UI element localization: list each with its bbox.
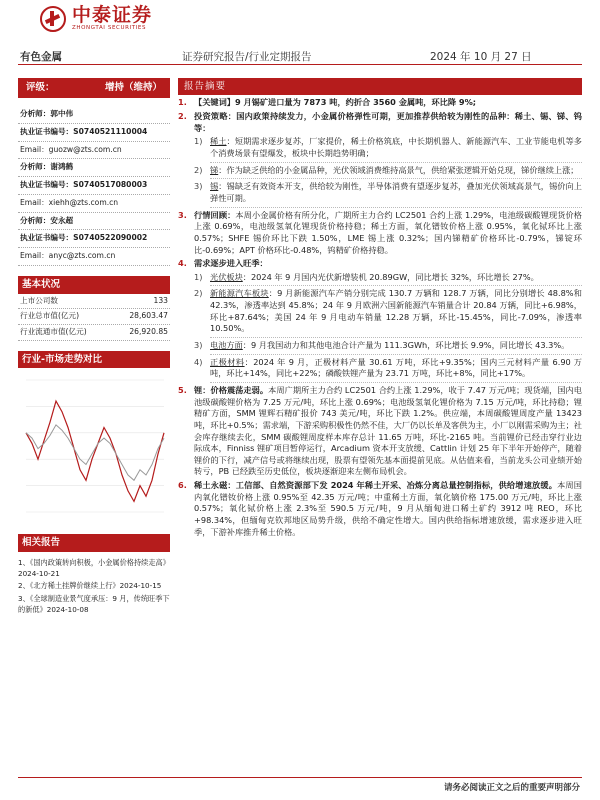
analyst-email-row: Email：xiehh@zts.com.cn	[18, 195, 170, 213]
summary-subitem: 1) 稀土：短期需求逐步复苏，厂家提价，稀土价格筑底，中长期机器人、新能源汽车、工业节能电机等多个消费场景有望爆发，板块中长期趋势明确；	[194, 136, 582, 162]
summary-section	[178, 78, 582, 538]
analyst-name: 郭中伟	[50, 109, 74, 118]
rating-value: 增持（维持）	[104, 82, 162, 93]
logo-chinese: 中泰证券	[72, 4, 153, 27]
related-item[interactable]: 2、《北方稀土挂牌价继续上行》2024-10-15	[18, 581, 162, 591]
related-list	[18, 558, 170, 616]
footer-divider	[18, 777, 582, 778]
analyst-cert: S0740521110004	[73, 126, 148, 136]
analyst-name-row: 分析师：谢鸿鹤	[18, 159, 170, 177]
analyst-name-row: 分析师：郭中伟	[18, 106, 170, 124]
stat-row: 上市公司数 133	[18, 294, 170, 310]
analyst-cert-row: 执业证书编号：S0740521110004	[18, 124, 170, 142]
company-logo	[40, 6, 152, 32]
analyst-email[interactable]: xiehh@zts.com.cn	[48, 197, 119, 207]
analyst-cert: S0740522090002	[73, 233, 148, 243]
summary-subitem: 3) 电池方面：9 月我国动力和其他电池合计产量为 111.3GWh，环比增长 9.9%，同比增长 43.3%。	[194, 340, 582, 355]
basic-info-title: 基本状况	[18, 276, 170, 293]
summary-item: 6. 稀土永磁：工信部、自然资源部下发 2024 年稀土开采、冶炼分离总量控制指标，供给增速放缓。本周国内氧化镨钕价格上涨 0.95%至 42.35 万元/吨；中重稀土方面，氧化镝价格 175.00 万元/吨，环比上涨 0.57%；氧化铽价格上涨 2.3%至 590.5 万元/吨，9 月从缅甸进口稀土矿约 3912 吨 REO，环比+98.34%，但缅甸克钦邦地区局势升级，供给不确定性增大。国内供给指标增速放缓，需求逐步进入旺季，下游补库推升稀土价格。	[178, 480, 582, 537]
stat-row: 行业流通市值(亿元) 26,920.85	[18, 325, 170, 341]
trend-title: 行业-市场走势对比	[18, 351, 170, 368]
summary-item: 1. 【关键词】9 月锡矿进口量为 7873 吨，约折合 3560 金属吨，环比降 9%;	[178, 97, 477, 108]
trend-chart	[18, 372, 170, 524]
summary-item: 4. 需求逐步进入旺季：	[178, 258, 268, 269]
analyst-cert-row: 执业证书编号：S0740517080003	[18, 177, 170, 195]
analyst-cert-row: 执业证书编号：S0740522090002	[18, 230, 170, 248]
logo-english: ZHONGTAI SECURITIES	[72, 25, 147, 32]
analyst-cert: S0740517080003	[73, 180, 148, 190]
analyst-email[interactable]: guozw@zts.com.cn	[48, 144, 122, 154]
summary-subitem: 2) 新能源汽车板块：9 月新能源汽车产销分别完成 130.7 万辆和 128.7 万辆，同比分别增长 48.8%和 42.3%，渗透率达到 45.8%；24 年 9 月欧洲六国新能源汽车销量合计 20.84 万辆，同比+6.98%，环比+87.64%；美国 24 年 9 月电动车销量 12.28 万辆，环比-15.45%，同比-7.09%，渗透率 10.50%。	[194, 288, 582, 338]
rating-bar	[18, 78, 170, 98]
summary-subitem: 2) 锑：作为缺乏供给的小金属品种，光伏领域消费维持高景气，供给紧张逻辑开始兑现，锑价继续上涨；	[194, 165, 582, 180]
summary-subitem: 3) 锡：锡缺乏有效资本开支，供给较为刚性，半导体消费有望逐步复苏，叠加光伏领域高景气，锡价向上弹性可期。	[194, 181, 582, 207]
summary-item: 5. 锂：价格震荡走弱。本周广期所主力合约 LC2501 合约上涨 1.29%，收于 7.47 万元/吨；现货端，国内电池级碳酸锂价格为 7.25 万元/吨，环比上涨 0.69%；电池级氢氧化锂价格为 7.15 万元/吨，环比持稳；锂精矿方面，SMM 锂辉石精矿报价 743 美元/吨，环比下跌 1.2%。供应端，本周碳酸锂周度产量 13423 吨，环比+0.5%；需求端，下游采购积极性仍然不佳，大厂仍以长单及客供为主，小厂以刚需采购为主；社会库存继续去化，SMM 碳酸锂周度样本库存总计 11.65 万吨，环比-2165 吨。当前锂价已经击穿行业边际成本，Finniss 锂矿项目暂停运行，Arcadium 资本开支放缓、Cattlin 计划 25 年下半年开始停产，随着锂价的下行，减产信号或将继续出现，股票有望领先基本面提前见底。从估值来看，当前龙头公司业绩开始转亏，PB 已经跌至历史低位，板块逐渐迎来左侧布局机会。	[178, 384, 582, 477]
report-type: 证券研究报告/行业定期报告	[182, 51, 312, 63]
analyst-email-row: Email：guozw@zts.com.cn	[18, 142, 170, 160]
logo-icon	[40, 6, 66, 32]
analyst-name: 谢鸿鹤	[50, 162, 74, 172]
analyst-name: 安永超	[50, 215, 74, 225]
trend-chart-svg	[18, 372, 170, 522]
footer-disclaimer: 请务必阅读正文之后的重要声明部分	[443, 782, 580, 793]
header-divider	[18, 64, 582, 65]
summary-item: 2. 投资策略：国内政策持续发力，小金属价格弹性可期，更加推荐供给较为刚性的品种：稀土、锡、锑、钨等：	[178, 111, 582, 133]
summary-subitem: 1) 光伏板块：2024 年 9 月国内光伏新增装机 20.89GW，同比增长 32%，环比增长 27%。	[194, 272, 582, 287]
analyst-email-row: Email：anyc@zts.com.cn	[18, 248, 170, 266]
related-item[interactable]: 3、《全球制造业景气度承压：9 月，传统旺季下的新低》2024-10-08	[18, 594, 170, 615]
analyst-email[interactable]: anyc@zts.com.cn	[48, 251, 116, 261]
stat-row: 行业总市值(亿元) 28,603.47	[18, 309, 170, 325]
related-item[interactable]: 1、《国内政策转向积极，小金属价格持续走高》2024-10-21	[18, 557, 170, 578]
summary-item: 3. 行情回顾：本周小金属价格有所分化，广期所主力合约 LC2501 合约上涨 1.29%，电池级碳酸锂现货价格上涨 0.69%，电池级氢氧化锂现货价格持稳；稀土方面，氧化镨钕价格上涨 0.95%，氧化铽环比上涨 0.57%；SHFE 锡价环比下跌 1.50%，LME 锡上涨 0.32%；国内锑精矿价格环比-0.79%，锑锭环比-0.69%；APT 价格环比-0.48%，钨精矿价格持稳。	[178, 209, 582, 255]
related-title: 相关报告	[18, 534, 170, 551]
sector-label: 有色金属	[20, 51, 62, 63]
analyst-name-row: 分析师：安永超	[18, 213, 170, 231]
summary-subitem: 4) 正极材料：2024 年 9 月，正极材料产量 30.61 万吨，环比+9.35%；国内三元材料产量 6.90 万吨，环比+14%，同比+22%；磷酸铁锂产量为 23.71 万吨，环比+8%，同比+17%。	[194, 357, 582, 383]
report-date: 2024 年 10 月 27 日	[430, 51, 532, 63]
left-sidebar	[18, 78, 170, 618]
summary-title: 报告摘要	[178, 78, 582, 95]
analyst-list	[18, 106, 170, 266]
rating-label: 评级：	[26, 82, 55, 93]
series-line-0	[26, 401, 164, 501]
